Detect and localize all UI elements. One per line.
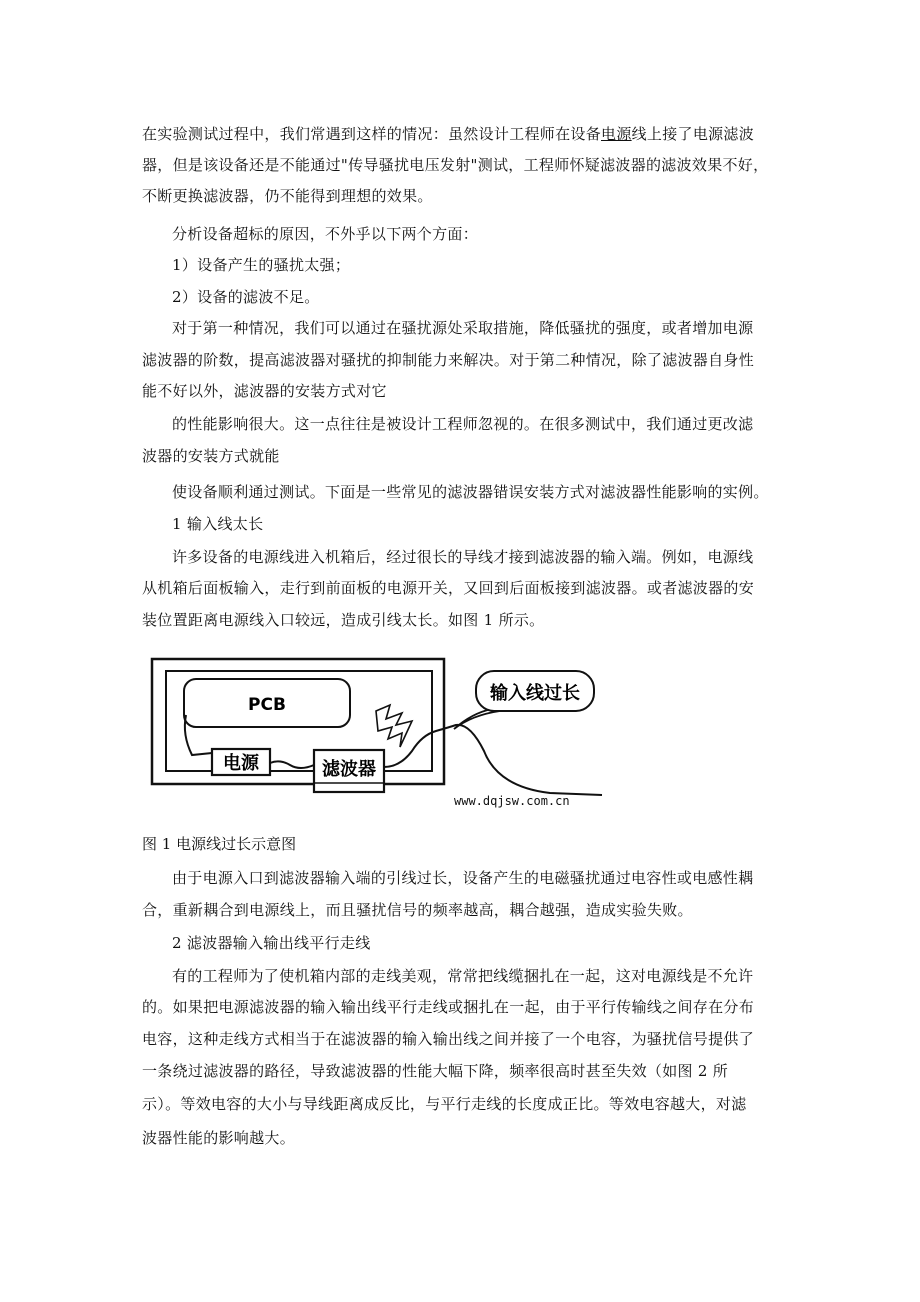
list-item-2: 2）设备的滤波不足。	[172, 288, 320, 306]
link-power[interactable]: 电源	[601, 125, 632, 143]
section-heading-1: 1 输入线太长	[172, 515, 264, 533]
paragraph-8-line-1: 有的工程师为了使机箱内部的走线美观，常常把线缆捆扎在一起，这对电源线是不允许	[172, 967, 754, 985]
paragraph-7-line-1: 由于电源入口到滤波器输入端的引线过长，设备产生的电磁骚扰通过电容性或电感性耦	[172, 869, 754, 887]
filter-label: 滤波器	[322, 759, 376, 780]
figure-1	[150, 655, 610, 815]
paragraph-2: 分析设备超标的原因，不外乎以下两个方面：	[172, 225, 479, 243]
paragraph-6-line-1: 许多设备的电源线进入机箱后，经过很长的导线才接到滤波器的输入端。例如，电源线	[172, 548, 754, 566]
section-heading-2: 2 滤波器输入输出线平行走线	[172, 934, 371, 952]
paragraph-8-line-3: 电容，这种走线方式相当于在滤波器的输入输出线之间并接了一个电容，为骚扰信号提供了	[142, 1030, 755, 1048]
paragraph-8-line-2: 的。如果把电源滤波器的输入输出线平行走线或捆扎在一起，由于平行传输线之间存在分布	[142, 998, 755, 1016]
text-span: 线上接了电源滤波	[631, 125, 755, 143]
paragraph-8-line-4: 一条绕过滤波器的路径，导致滤波器的性能大幅下降，频率很高时甚至失效（如图 2 所	[142, 1062, 729, 1080]
text-span: 在实验测试过程中，我们常遇到这样的情况：虽然设计工程师在设备	[142, 125, 602, 143]
paragraph-3-line-1: 对于第一种情况，我们可以通过在骚扰源处采取措施，降低骚扰的强度，或者增加电源	[172, 319, 754, 337]
paragraph-4-line-2: 波器的安装方式就能	[142, 447, 280, 465]
paragraph-1-line-2: 器，但是该设备还是不能通过"传导骚扰电压发射"测试，工程师怀疑滤波器的滤波效果不好，	[142, 156, 769, 174]
watermark-text: www.dqjsw.com.cn	[454, 794, 570, 808]
paragraph-6-line-2: 从机箱后面板输入，走行到前面板的电源开关，又回到后面板接到滤波器。或者滤波器的安	[142, 579, 755, 597]
paragraph-4-line-1: 的性能影响很大。这一点往往是被设计工程师忽视的。在很多测试中，我们通过更改滤	[172, 415, 754, 433]
figure-1-diagram	[150, 655, 610, 815]
callout-label: 输入线过长	[490, 683, 580, 704]
paragraph-3-line-2: 滤波器的阶数，提高滤波器对骚扰的抑制能力来解决。对于第二种情况，除了滤波器自身性	[142, 351, 755, 369]
lightning-icon	[376, 705, 412, 747]
power-filter-wire	[270, 761, 314, 768]
power-label: 电源	[223, 753, 259, 774]
paragraph-3-line-3: 能不好以外，滤波器的安装方式对它	[142, 382, 387, 400]
paragraph-1-line-1	[142, 124, 754, 144]
paragraph-8-line-5: 示）。等效电容的大小与导线距离成反比，与平行走线的长度成正比。等效电容越大，对滤	[142, 1095, 747, 1113]
list-item-1: 1）设备产生的骚扰太强；	[172, 256, 351, 274]
paragraph-7-line-2: 合，重新耦合到电源线上，而且骚扰信号的频率越高，耦合越强，造成实验失败。	[142, 901, 693, 919]
paragraph-6-line-3: 装位置距离电源线入口较远，造成引线太长。如图 1 所示。	[142, 611, 545, 629]
paragraph-8-line-6: 波器性能的影响越大。	[142, 1129, 296, 1147]
paragraph-1-line-3: 不断更换滤波器，仍不能得到理想的效果。	[142, 187, 433, 205]
paragraph-5: 使设备顺利通过测试。下面是一些常见的滤波器错误安装方式对滤波器性能影响的实例。	[172, 483, 769, 501]
pcb-label: PCB	[248, 695, 286, 715]
figure-1-caption: 图 1 电源线过长示意图	[142, 835, 297, 853]
